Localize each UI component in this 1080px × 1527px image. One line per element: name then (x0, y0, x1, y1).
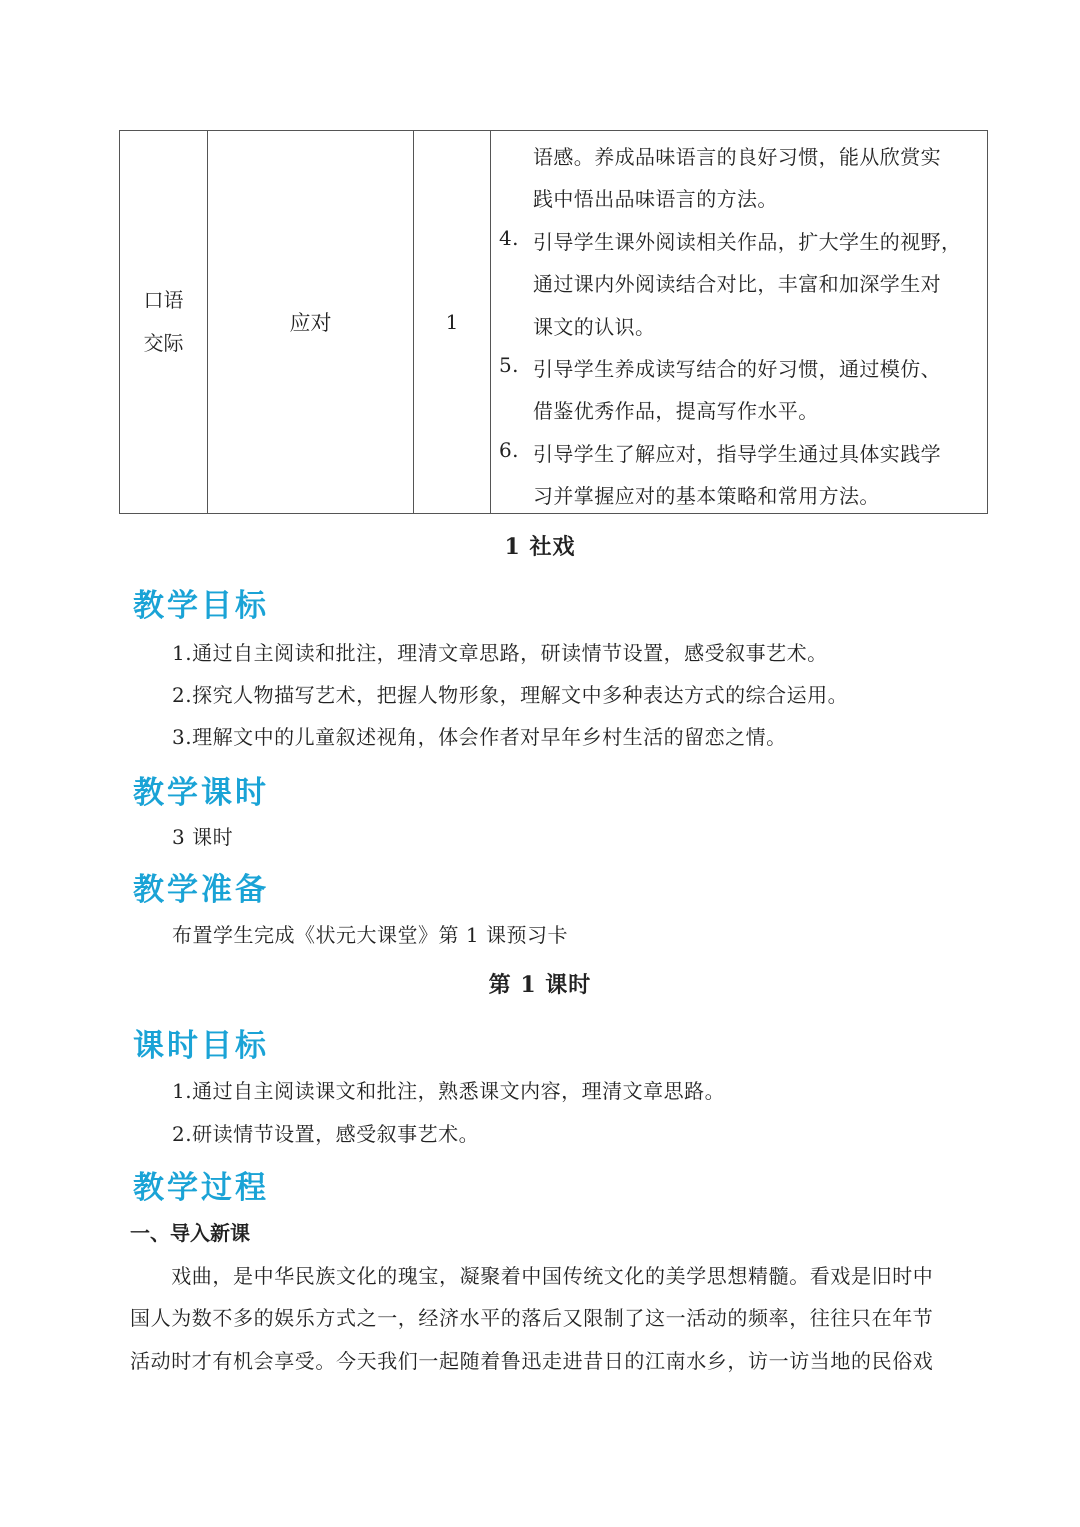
prep-text: 布置学生完成《状元大课堂》第 1 课预习卡 (172, 923, 568, 947)
section-heading-period-goals: 课时目标 (133, 1028, 269, 1064)
process-paragraph-line: 戏曲，是中华民族文化的瑰宝，凝聚着中国传统文化的美学思想精髓。看戏是旧时中 (130, 1264, 934, 1288)
type-label-line1: 口语 (143, 288, 184, 312)
hours-text: 3 课时 (172, 825, 234, 849)
goal-item: 2.探究人物描写艺术，把握人物形象，理解文中多种表达方式的综合运用。 (172, 683, 849, 707)
curriculum-table (119, 130, 988, 514)
section-heading-process: 教学过程 (133, 1170, 269, 1206)
process-paragraph-line: 国人为数不多的娱乐方式之一，经济水平的落后又限制了这一活动的频率，往往只在年节 (130, 1306, 934, 1330)
type-label-line2: 交际 (143, 331, 184, 355)
cell-topic: 应对 (289, 311, 332, 335)
period-goal-item: 2.研读情节设置，感受叙事艺术。 (172, 1122, 480, 1146)
section-heading-teaching-hours: 教学课时 (133, 775, 269, 811)
lesson-title: 1 社戏 (504, 534, 576, 560)
goal-item: 1.通过自主阅读和批注，理清文章思路，研读情节设置，感受叙事艺术。 (172, 641, 828, 665)
period-title: 第 1 课时 (488, 972, 592, 998)
process-paragraph-line: 活动时才有机会享受。今天我们一起随着鲁迅走进昔日的江南水乡，访一访当地的民俗戏 (130, 1349, 934, 1373)
cell-hours: 1 (445, 310, 459, 334)
section-heading-teaching-goals: 教学目标 (133, 588, 269, 624)
goal-item: 3.理解文中的儿童叙述视角，体会作者对早年乡村生活的留恋之情。 (172, 725, 787, 749)
cell-type (120, 131, 207, 513)
period-goal-item: 1.通过自主阅读课文和批注，熟悉课文内容，理清文章思路。 (172, 1079, 726, 1103)
process-subheading: 一、导入新课 (130, 1221, 250, 1245)
cell-goals: 语感。养成品味语言的良好习惯，能从欣赏实 践中悟出品味语言的方法。 4. 引导学生课外阅读相关作品，扩大学生的视野， 通过课内外阅读结合对比，丰富和加深学生对 课文的认识。 5. 引导学生养成读写结合的好习惯，通过模仿、 借鉴优秀作品，提高写作水平。 6. 引导学生了解应对，指导学生通过具体实践学 习并掌握应对的基本策略和常用方法。 (499, 145, 962, 508)
section-heading-teaching-prep: 教学准备 (133, 872, 269, 908)
